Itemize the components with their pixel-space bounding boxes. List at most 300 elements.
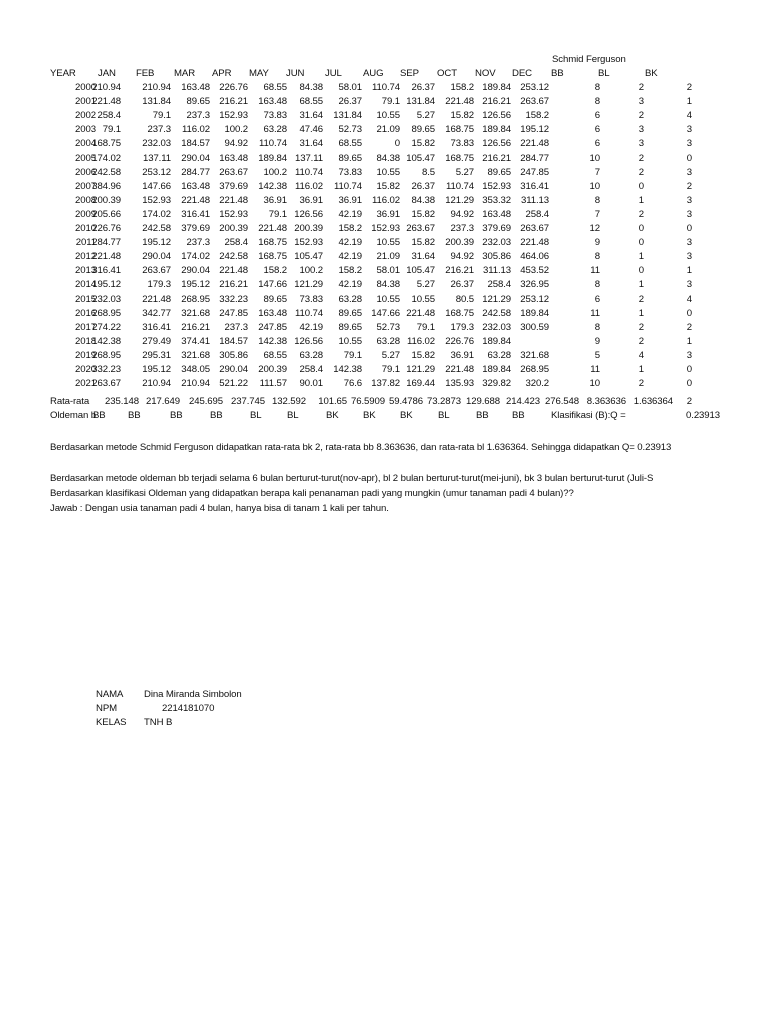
table-cell: 152.93: [482, 180, 511, 192]
average-cell: 214.423: [506, 396, 540, 407]
table-cell: 6: [594, 110, 600, 122]
table-cell: 0: [686, 152, 692, 164]
average-cell: 73.2873: [427, 396, 461, 407]
table-cell: 216.21: [219, 96, 248, 108]
table-cell: 242.58: [92, 166, 121, 178]
table-cell: 290.04: [181, 152, 210, 164]
table-cell: 152.93: [142, 194, 171, 206]
table-cell: 152.93: [219, 110, 248, 122]
oldeman-cell: BK: [363, 410, 376, 421]
table-cell: 9: [594, 237, 600, 249]
table-cell: 79.1: [381, 96, 400, 108]
table-cell: 58.01: [376, 265, 400, 277]
table-cell: 274.22: [92, 321, 121, 333]
year-cell: 2014: [75, 279, 96, 291]
table-cell: 221.48: [92, 96, 121, 108]
table-cell: 316.41: [520, 180, 549, 192]
table-cell: 332.23: [219, 293, 248, 305]
table-cell: 158.2: [338, 223, 362, 234]
table-cell: 9: [594, 335, 600, 347]
table-cell: 168.75: [445, 307, 474, 319]
table-cell: 152.93: [294, 237, 323, 249]
table-cell: 226.76: [445, 335, 474, 347]
table-cell: 52.73: [376, 321, 400, 333]
table-cell: 7: [594, 166, 600, 178]
table-cell: 121.29: [294, 279, 323, 291]
table-cell: 5.27: [381, 349, 400, 361]
table-cell: 163.48: [181, 82, 210, 93]
table-cell: 242.58: [142, 223, 171, 234]
table-cell: 221.48: [92, 251, 121, 263]
table-cell: 63.28: [487, 349, 511, 361]
table-cell: 226.76: [219, 82, 248, 93]
table-cell: 5: [594, 349, 600, 361]
year-cell: 2010: [75, 223, 96, 234]
table-cell: 36.91: [376, 208, 400, 220]
table-cell: 3: [638, 124, 644, 136]
table-cell: 237.3: [224, 321, 248, 333]
table-cell: 311.13: [520, 194, 549, 206]
table-cell: 1: [686, 335, 692, 347]
table-cell: 121.29: [406, 364, 435, 375]
table-cell: 163.48: [258, 307, 287, 319]
table-cell: 453.52: [520, 265, 549, 277]
table-cell: 152.93: [371, 223, 400, 234]
column-header: BB: [551, 68, 564, 79]
table-cell: 348.05: [181, 364, 210, 375]
table-cell: 329.82: [482, 378, 511, 390]
table-cell: 221.48: [142, 293, 171, 305]
column-header: DEC: [512, 68, 532, 79]
table-cell: 63.28: [299, 349, 323, 361]
table-cell: 36.91: [450, 349, 474, 361]
table-cell: 6: [594, 293, 600, 305]
table-cell: 295.31: [142, 349, 171, 361]
table-cell: 216.21: [445, 265, 474, 277]
table-cell: 8: [594, 96, 600, 108]
table-cell: 258.4: [487, 279, 511, 291]
table-cell: 68.55: [263, 349, 287, 361]
table-cell: 3: [638, 138, 644, 150]
table-cell: 10.55: [376, 110, 400, 122]
table-cell: 1: [686, 96, 692, 108]
table-cell: 8: [594, 82, 600, 93]
table-cell: 10.55: [376, 293, 400, 305]
table-cell: 189.84: [258, 152, 287, 164]
table-cell: 0: [686, 223, 692, 234]
table-cell: 152.93: [219, 208, 248, 220]
table-cell: 73.83: [299, 293, 323, 305]
table-cell: 26.37: [450, 279, 474, 291]
table-cell: 242.58: [219, 251, 248, 263]
table-cell: 2: [638, 335, 644, 347]
table-cell: 8: [594, 279, 600, 291]
average-cell: 59.4786: [389, 396, 423, 407]
table-cell: 89.65: [487, 166, 511, 178]
oldeman-cell: BL: [250, 410, 262, 421]
table-cell: 1: [638, 279, 644, 291]
year-cell: 2007: [75, 180, 96, 192]
column-header: APR: [212, 68, 232, 79]
year-cell: 2020: [75, 364, 96, 375]
table-cell: 100.2: [224, 124, 248, 136]
table-cell: 6: [594, 124, 600, 136]
table-cell: 10.55: [338, 335, 362, 347]
table-cell: 168.75: [445, 124, 474, 136]
table-cell: 253.12: [520, 82, 549, 93]
table-cell: 5.27: [416, 279, 435, 291]
table-cell: 195.12: [142, 364, 171, 375]
table-cell: 253.12: [142, 166, 171, 178]
nama-value: Dina Miranda Simbolon: [144, 689, 242, 700]
oldeman-cell: BL: [287, 410, 299, 421]
table-cell: 10: [589, 378, 600, 390]
table-cell: 221.48: [406, 307, 435, 319]
averages-label: Rata-rata: [50, 396, 90, 407]
table-cell: 137.11: [294, 152, 323, 164]
q-value: 0.23913: [686, 410, 720, 421]
kelas-value: TNH B: [144, 717, 173, 728]
table-cell: 135.93: [445, 378, 474, 390]
table-cell: 21.09: [376, 251, 400, 263]
table-cell: 237.3: [450, 223, 474, 234]
table-cell: 84.38: [376, 279, 400, 291]
table-cell: 131.84: [142, 96, 171, 108]
table-cell: 10: [589, 152, 600, 164]
table-cell: 10.55: [376, 166, 400, 178]
table-cell: 110.74: [371, 82, 400, 93]
column-header: JAN: [98, 68, 116, 79]
average-cell: 132.592: [272, 396, 306, 407]
table-cell: 158.2: [338, 265, 362, 277]
table-cell: 247.85: [258, 321, 287, 333]
table-cell: 174.02: [181, 251, 210, 263]
table-cell: 290.04: [142, 251, 171, 263]
table-cell: 321.68: [520, 349, 549, 361]
table-cell: 305.86: [219, 349, 248, 361]
table-cell: 3: [686, 349, 692, 361]
table-cell: 216.21: [482, 96, 511, 108]
table-cell: 237.3: [186, 110, 210, 122]
table-cell: 111.57: [259, 378, 287, 390]
table-cell: 89.65: [411, 124, 435, 136]
oldeman-cell: BB: [93, 410, 106, 421]
table-cell: 15.82: [411, 138, 435, 150]
table-cell: 84.38: [411, 194, 435, 206]
table-cell: 379.69: [219, 180, 248, 192]
table-cell: 84.38: [299, 82, 323, 93]
table-cell: 52.73: [338, 124, 362, 136]
table-cell: 100.2: [299, 265, 323, 277]
table-cell: 263.67: [520, 223, 549, 234]
table-cell: 195.12: [520, 124, 549, 136]
paragraph-question: Berdasarkan klasifikasi Oldeman yang didapatkan berapa kali penanaman padi yang mungkin (umur tanaman padi 4 bulan)??: [50, 488, 574, 499]
table-cell: 3: [686, 194, 692, 206]
year-cell: 2016: [75, 307, 96, 319]
year-cell: 2004: [75, 138, 96, 150]
column-header: AUG: [363, 68, 384, 79]
table-cell: 326.95: [520, 279, 549, 291]
table-cell: 174.02: [142, 208, 171, 220]
table-cell: 163.48: [258, 96, 287, 108]
npm-value: 2214181070: [162, 703, 215, 714]
table-cell: 263.67: [92, 378, 121, 390]
table-cell: 6: [594, 138, 600, 150]
table-cell: 263.67: [406, 223, 435, 234]
table-cell: 168.75: [258, 251, 287, 263]
table-cell: 89.65: [186, 96, 210, 108]
year-cell: 2017: [75, 321, 96, 333]
column-header: BL: [598, 68, 610, 79]
year-cell: 2003: [75, 124, 96, 136]
column-header: FEB: [136, 68, 155, 79]
table-cell: 63.28: [263, 124, 287, 136]
table-cell: 189.84: [482, 335, 511, 347]
table-cell: 1: [638, 251, 644, 263]
table-cell: 3: [686, 251, 692, 263]
table-cell: 21.09: [376, 124, 400, 136]
table-cell: 221.48: [520, 138, 549, 150]
table-cell: 116.02: [406, 335, 435, 347]
table-cell: 158.2: [525, 110, 549, 122]
average-cell: 1.636364: [633, 396, 673, 407]
table-cell: 73.83: [263, 110, 287, 122]
table-cell: 163.48: [482, 208, 511, 220]
table-cell: 232.03: [482, 237, 511, 249]
table-cell: 189.84: [520, 307, 549, 319]
table-cell: 47.46: [299, 124, 323, 136]
table-cell: 237.3: [186, 237, 210, 249]
table-cell: 137.11: [142, 152, 171, 164]
table-cell: 2: [638, 378, 644, 390]
table-cell: 284.77: [181, 166, 210, 178]
table-cell: 2: [686, 82, 692, 93]
year-cell: 2021: [75, 378, 96, 390]
table-cell: 174.02: [92, 152, 121, 164]
table-cell: 316.41: [92, 265, 121, 277]
table-cell: 232.03: [482, 321, 511, 333]
table-cell: 8: [594, 251, 600, 263]
column-header: YEAR: [50, 68, 76, 79]
table-cell: 1: [638, 194, 644, 206]
oldeman-cell: BB: [476, 410, 489, 421]
oldeman-cell: BB: [512, 410, 525, 421]
table-cell: 68.55: [338, 138, 362, 150]
table-cell: 179.3: [450, 321, 474, 333]
table-cell: 2: [686, 180, 692, 192]
table-cell: 94.92: [224, 138, 248, 150]
table-cell: 1: [638, 364, 644, 375]
column-header: JUN: [286, 68, 305, 79]
table-cell: 384.96: [92, 180, 121, 192]
table-cell: 300.59: [520, 321, 549, 333]
table-cell: 3: [638, 96, 644, 108]
table-cell: 232.03: [92, 293, 121, 305]
paragraph-answer: Jawab : Dengan usia tanaman padi 4 bulan, hanya bisa di tanam 1 kali per tahun.: [50, 503, 389, 514]
table-cell: 3: [686, 208, 692, 220]
table-cell: 11: [590, 265, 600, 277]
table-cell: 258.4: [525, 208, 549, 220]
table-cell: 0: [686, 378, 692, 390]
table-cell: 142.38: [258, 335, 287, 347]
average-cell: 101.65: [318, 396, 347, 407]
column-header: BK: [645, 68, 658, 79]
table-cell: 0: [686, 364, 692, 375]
oldeman-cell: BB: [210, 410, 223, 421]
year-cell: 2018: [75, 335, 96, 347]
klasifikasi-label: Klasifikasi (B):Q =: [551, 410, 626, 421]
table-cell: 0: [638, 237, 644, 249]
average-cell: 217.649: [146, 396, 180, 407]
table-cell: 73.83: [450, 138, 474, 150]
table-cell: 63.28: [338, 293, 362, 305]
table-cell: 263.67: [520, 96, 549, 108]
year-cell: 2002: [75, 110, 96, 122]
kelas-label: KELAS: [96, 717, 127, 728]
table-cell: 258.4: [224, 237, 248, 249]
table-cell: 232.03: [142, 138, 171, 150]
table-cell: 84.38: [376, 152, 400, 164]
table-cell: 216.21: [219, 279, 248, 291]
oldeman-cell: BK: [400, 410, 413, 421]
table-cell: 221.48: [219, 194, 248, 206]
table-cell: 279.49: [142, 335, 171, 347]
table-cell: 147.66: [142, 180, 171, 192]
table-cell: 36.91: [263, 194, 287, 206]
table-cell: 379.69: [181, 223, 210, 234]
table-cell: 100.2: [263, 166, 287, 178]
table-cell: 311.13: [482, 265, 511, 277]
table-cell: 332.23: [92, 364, 121, 375]
table-cell: 68.55: [299, 96, 323, 108]
table-cell: 2: [638, 293, 644, 305]
table-cell: 1: [638, 307, 644, 319]
column-header: OCT: [437, 68, 457, 79]
table-cell: 142.38: [92, 335, 121, 347]
table-cell: 205.66: [92, 208, 121, 220]
table-cell: 147.66: [258, 279, 287, 291]
table-cell: 268.95: [92, 349, 121, 361]
table-cell: 2: [638, 152, 644, 164]
table-cell: 2: [638, 166, 644, 178]
column-header: SEP: [400, 68, 419, 79]
table-cell: 5.27: [455, 166, 474, 178]
table-cell: 105.47: [406, 265, 435, 277]
table-cell: 200.39: [92, 194, 121, 206]
table-cell: 121.29: [445, 194, 474, 206]
table-cell: 374.41: [181, 335, 210, 347]
table-cell: 42.19: [338, 237, 362, 249]
schmid-ferguson-label: Schmid Ferguson: [552, 54, 626, 65]
table-cell: 73.83: [338, 166, 362, 178]
table-cell: 284.77: [520, 152, 549, 164]
table-cell: 200.39: [258, 364, 287, 375]
table-cell: 316.41: [181, 208, 210, 220]
average-cell: 129.688: [466, 396, 500, 407]
table-cell: 226.76: [92, 223, 121, 234]
table-cell: 221.48: [445, 364, 474, 375]
table-cell: 284.77: [92, 237, 121, 249]
table-cell: 89.65: [263, 293, 287, 305]
table-cell: 268.95: [92, 307, 121, 319]
table-cell: 2: [638, 208, 644, 220]
table-cell: 158.2: [263, 265, 287, 277]
table-cell: 305.86: [482, 251, 511, 263]
table-cell: 15.82: [411, 237, 435, 249]
table-cell: 42.19: [338, 251, 362, 263]
year-cell: 2013: [75, 265, 96, 277]
table-cell: 3: [686, 166, 692, 178]
table-cell: 126.56: [294, 335, 323, 347]
table-cell: 184.57: [181, 138, 210, 150]
table-cell: 379.69: [482, 223, 511, 234]
table-cell: 4: [686, 293, 692, 305]
column-header: NOV: [475, 68, 496, 79]
table-cell: 200.39: [219, 223, 248, 234]
table-cell: 353.32: [482, 194, 511, 206]
table-cell: 3: [686, 279, 692, 291]
table-cell: 110.74: [333, 180, 362, 192]
table-cell: 189.84: [482, 82, 511, 93]
table-cell: 3: [686, 138, 692, 150]
table-cell: 10: [589, 180, 600, 192]
table-cell: 142.38: [333, 364, 362, 375]
year-cell: 2005: [75, 152, 96, 164]
table-cell: 2: [638, 321, 644, 333]
table-cell: 189.84: [482, 364, 511, 375]
table-cell: 1: [686, 265, 692, 277]
npm-label: NPM: [96, 703, 118, 714]
table-cell: 4: [638, 349, 644, 361]
table-cell: 210.94: [92, 82, 121, 93]
table-cell: 79.1: [152, 110, 171, 122]
table-cell: 121.29: [482, 293, 511, 305]
table-cell: 3: [686, 237, 692, 249]
oldeman-cell: BB: [128, 410, 141, 421]
table-cell: 263.67: [219, 166, 248, 178]
table-cell: 320.2: [525, 378, 549, 390]
table-cell: 15.82: [411, 208, 435, 220]
year-cell: 2019: [75, 349, 96, 361]
table-cell: 210.94: [142, 378, 171, 390]
table-cell: 216.21: [181, 321, 210, 333]
table-cell: 4: [686, 110, 692, 122]
year-cell: 2000: [75, 82, 96, 93]
year-cell: 2012: [75, 251, 96, 263]
table-cell: 163.48: [219, 152, 248, 164]
table-cell: 110.74: [445, 180, 474, 192]
table-cell: 184.57: [219, 335, 248, 347]
table-cell: 42.19: [338, 279, 362, 291]
table-cell: 163.48: [181, 180, 210, 192]
table-cell: 89.65: [338, 307, 362, 319]
table-cell: 290.04: [181, 265, 210, 277]
table-cell: 268.95: [181, 293, 210, 305]
table-cell: 79.1: [416, 321, 435, 333]
table-cell: 290.04: [219, 364, 248, 375]
table-cell: 76.6: [343, 378, 362, 390]
column-header: JUL: [325, 68, 342, 79]
average-cell: 76.5909: [351, 396, 385, 407]
table-cell: 168.75: [445, 152, 474, 164]
table-cell: 168.75: [258, 237, 287, 249]
table-cell: 116.02: [294, 180, 323, 192]
table-cell: 221.48: [520, 237, 549, 249]
oldeman-cell: BL: [438, 410, 450, 421]
oldeman-label: Oldeman b: [50, 410, 97, 421]
table-cell: 0: [686, 307, 692, 319]
table-cell: 0: [638, 223, 644, 234]
